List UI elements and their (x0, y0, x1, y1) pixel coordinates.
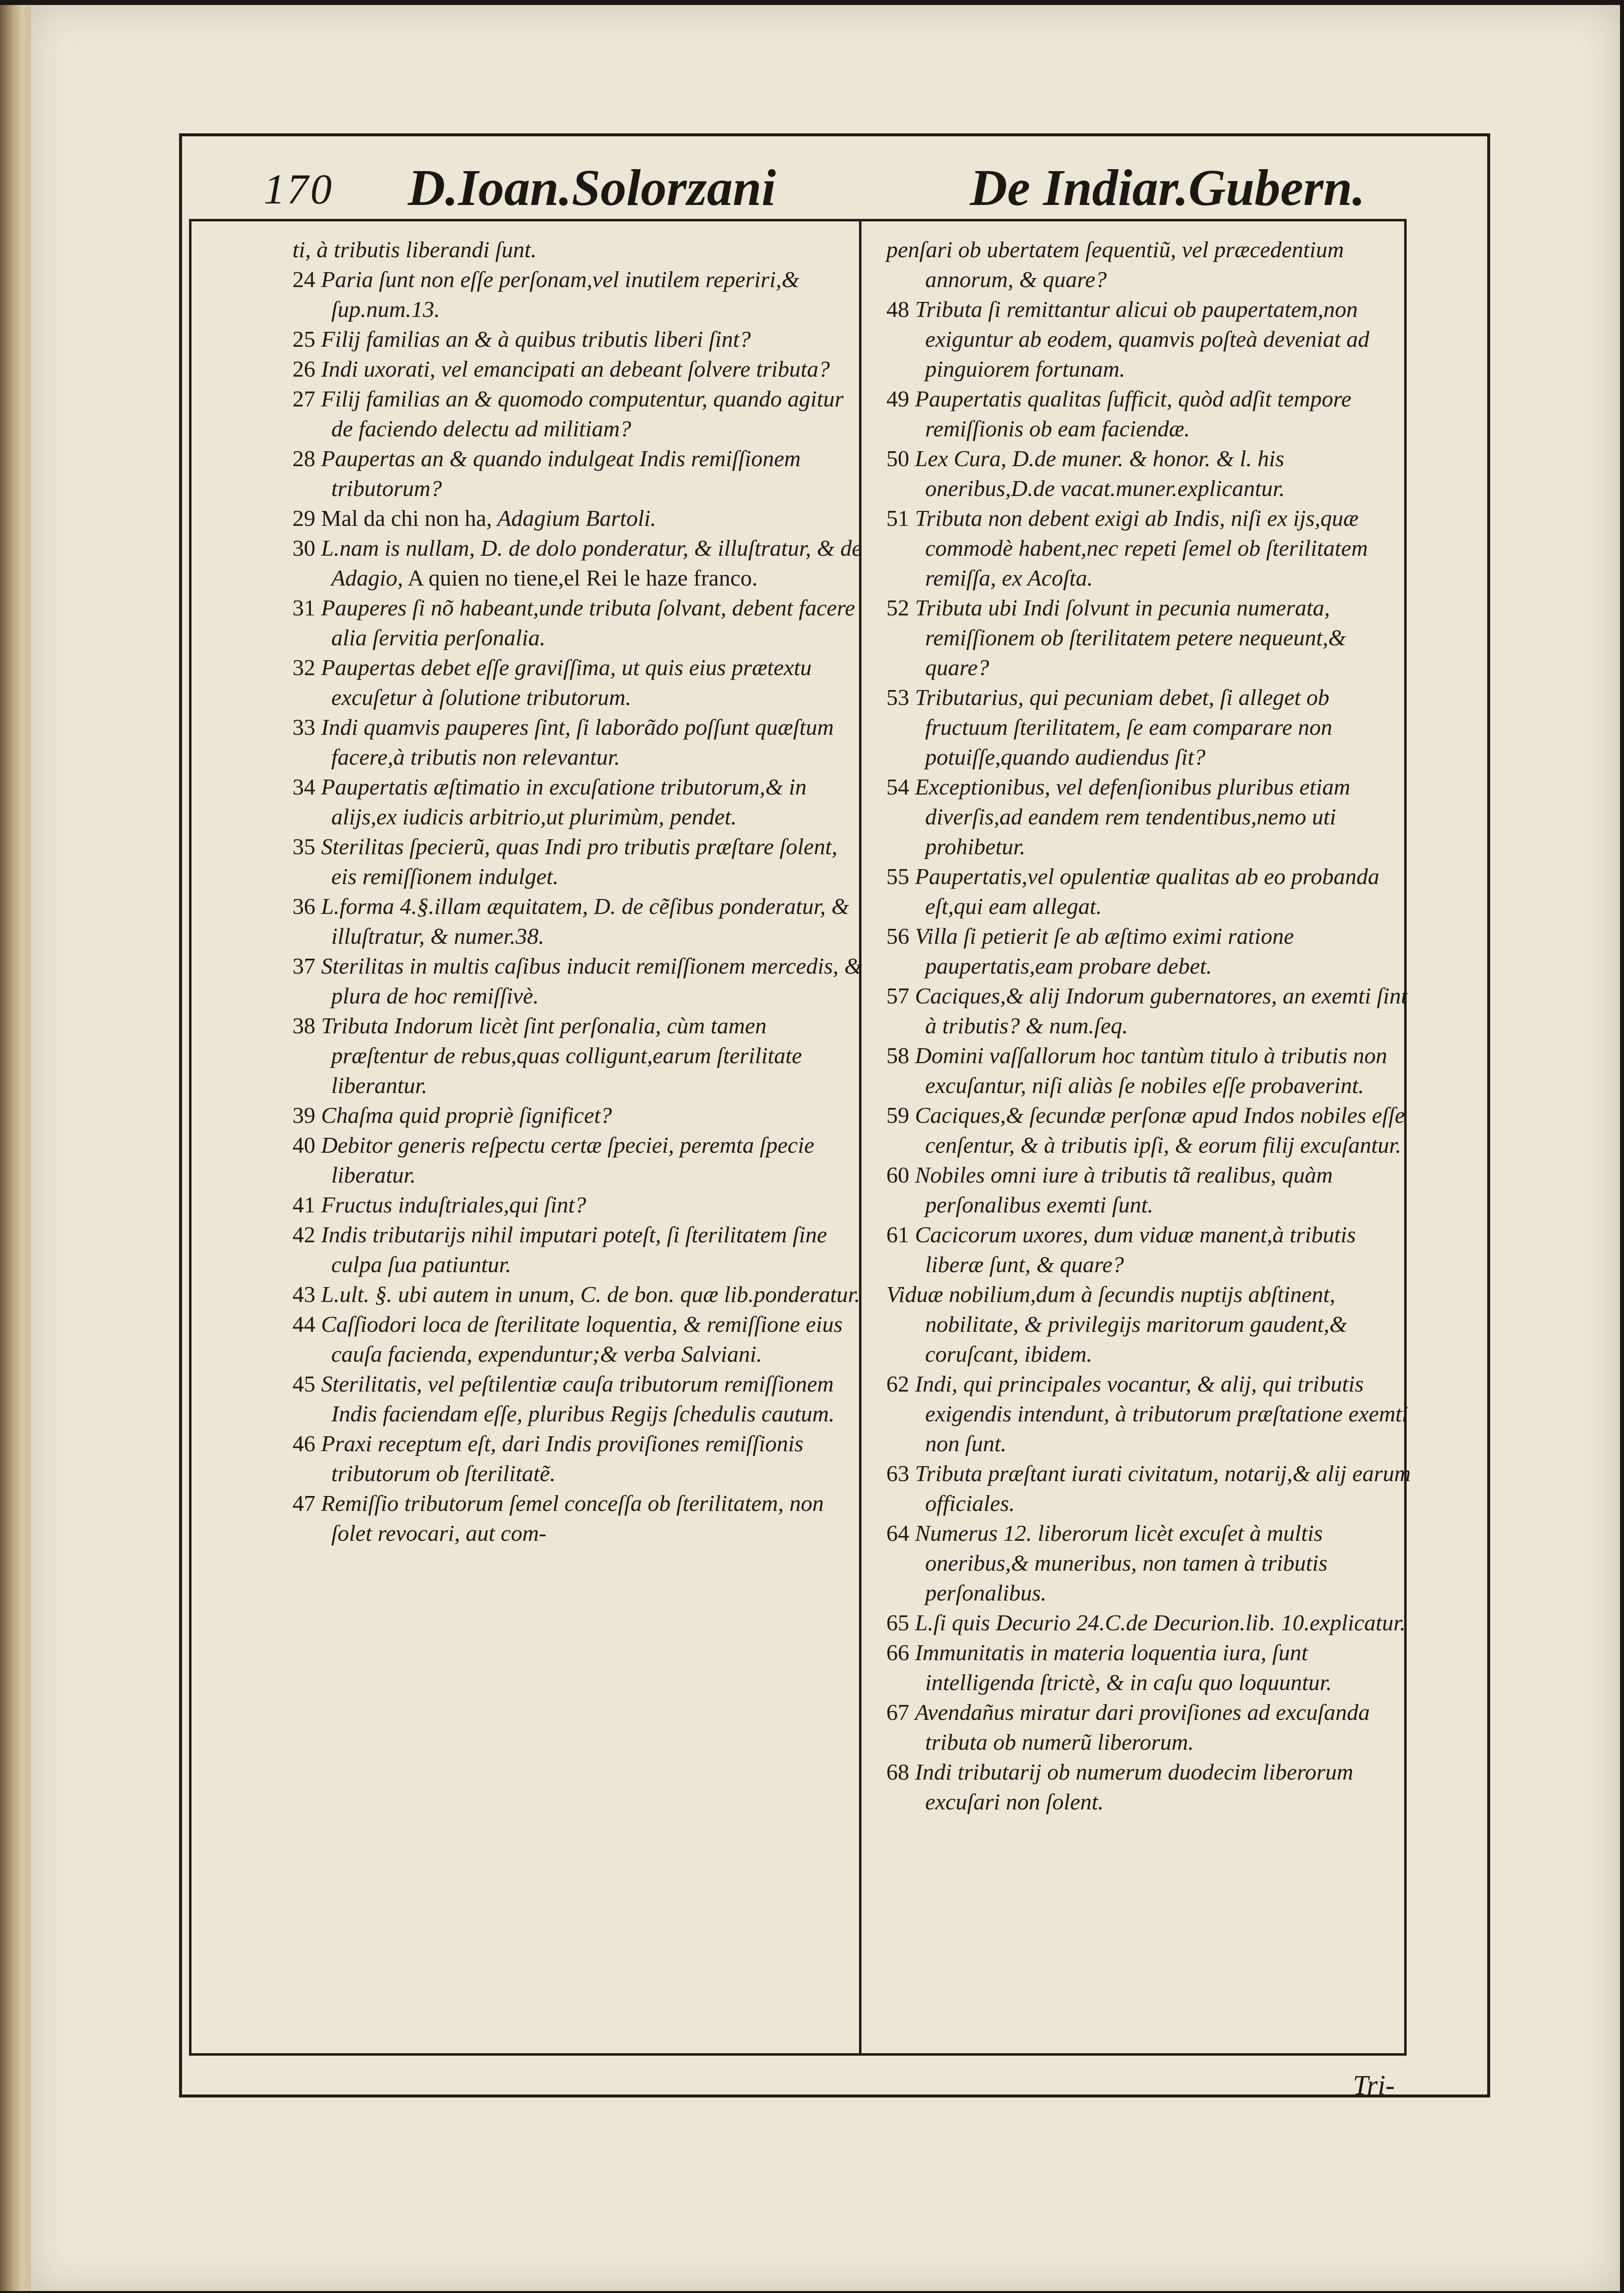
entry-number: 49 (886, 386, 915, 411)
page-number: 170 (264, 165, 334, 213)
entry-text: Sterilitas ſpecierũ, quas Indi pro tributis præſtare ſolent, eis remiſſionem indulget. (321, 834, 838, 889)
entry-text: Paria ſunt non eſſe perſonam,vel inutilem reperiri,& ſup.num.13. (321, 267, 800, 322)
index-entry (886, 981, 1414, 1041)
index-entry (292, 772, 864, 832)
entry-text: L.nam is nullam, D. de dolo ponderatur, & illuſtratur, & de Adagio, (321, 535, 862, 591)
entry-number: 44 (292, 1311, 321, 1337)
entry-text: Numerus 12. liberorum licèt excuſet à multis oneribus,& muneribus, non tamen à tributis perſonalibus. (915, 1520, 1328, 1605)
entry-text: Tributa Indorum licèt ſint perſonalia, cùm tamen præſtentur de rebus,quas colligunt,earum ſterilitate liberantur. (321, 1013, 802, 1098)
entry-number: 43 (292, 1282, 321, 1307)
index-entry (886, 295, 1414, 384)
index-entry (886, 235, 1414, 295)
index-entry (292, 354, 864, 384)
entry-number: 38 (292, 1013, 321, 1038)
entry-number: 68 (886, 1759, 915, 1785)
index-entry (292, 1309, 864, 1369)
index-entry (292, 1190, 864, 1220)
entry-text: Filij familias an & quomodo computentur, quando agitur de faciendo delectu ad militiam? (321, 386, 844, 441)
index-entry (292, 951, 864, 1011)
entry-number: 34 (292, 774, 321, 799)
entry-text: Mal da chi non ha, (321, 505, 492, 531)
entry-text: Paupertatis æſtimatio in excuſatione tributorum,& in alijs,ex iudicis arbitrio,ut plurimùm, pendet. (321, 774, 807, 829)
entry-number: 37 (292, 953, 321, 979)
index-entry (292, 444, 864, 503)
entry-number: 36 (292, 894, 321, 919)
index-entry (886, 1459, 1414, 1518)
entry-text: Tributarius, qui pecuniam debet, ſi alleget ob fructuum ſterilitatem, ſe eam comparare non potuiſſe,quando audiendus ſit? (915, 685, 1333, 770)
entry-number: 26 (292, 356, 321, 382)
index-entry (886, 921, 1414, 981)
index-entry (886, 1697, 1414, 1757)
entry-text: Tributa ubi Indi ſolvunt in pecunia numerata, remiſſionem ob ſterilitatem petere nequeunt,& quare? (915, 595, 1346, 680)
index-entry (886, 384, 1414, 444)
index-entry (886, 1608, 1414, 1638)
entry-text: Caciques,& ſecundæ perſonæ apud Indos nobiles eſſe cenſentur, & à tributis ipſi, & eorum filij excuſantur. (915, 1102, 1405, 1158)
entry-number: 31 (292, 595, 321, 620)
index-entry (292, 265, 864, 324)
index-entry (886, 1280, 1414, 1369)
index-entry (292, 1489, 864, 1548)
entry-text: Praxi receptum eſt, dari Indis proviſiones remiſſionis tributorum ob ſterilitatẽ. (321, 1431, 804, 1486)
index-entry (292, 1220, 864, 1280)
entry-number: 51 (886, 505, 915, 531)
entry-number: 29 (292, 505, 321, 531)
index-entry (292, 1429, 864, 1489)
entry-number: 52 (886, 595, 915, 620)
index-entry (886, 593, 1414, 683)
entry-number: 33 (292, 714, 321, 740)
entry-text: ti, à tributis liberandi ſunt. (292, 237, 537, 262)
work-title: De Indiar.Gubern. (970, 159, 1365, 216)
entry-number: 60 (886, 1162, 915, 1188)
index-entry (886, 683, 1414, 772)
entry-text: Fructus induſtriales,qui ſint? (321, 1192, 586, 1217)
entry-number: 30 (292, 535, 321, 561)
entry-text: Indi quamvis pauperes ſint, ſi laborãdo poſſunt quæſtum facere,à tributis non relevantur. (321, 714, 834, 770)
entry-number: 67 (886, 1699, 915, 1725)
entry-text: Tributa non debent exigi ab Indis, niſi ex ijs,quæ commodè habent,nec repeti ſemel ob ſterilitatem remiſſa, ex Acoſta. (915, 505, 1368, 591)
index-entry (292, 593, 864, 653)
entry-number: 62 (886, 1371, 915, 1396)
index-entry (886, 503, 1414, 593)
author-name: D.Ioan.Solorzani (408, 159, 776, 216)
entry-number: 27 (292, 386, 321, 411)
index-entry (292, 324, 864, 354)
entry-text: Tributa ſi remittantur alicui ob paupertatem,non exiguntur ab eodem, quamvis poſteà deveniat ad pinguiorem fortunam. (915, 297, 1369, 382)
index-entry (292, 384, 864, 444)
index-entry (292, 1369, 864, 1429)
entry-number: 54 (886, 774, 915, 799)
index-entry (292, 1280, 864, 1309)
entry-number: 42 (292, 1222, 321, 1247)
entry-number: 64 (886, 1520, 915, 1546)
entry-text: Exceptionibus, vel defenſionibus pluribus etiam diverſis,ad eandem rem tendentibus,nemo uti prohibetur. (915, 774, 1350, 859)
entry-text: Filij familias an & à quibus tributis liberi ſint? (321, 326, 751, 352)
catchword: Tri- (1353, 2070, 1395, 2101)
entry-number: 66 (886, 1640, 915, 1665)
entry-text: L.ult. §. ubi autem in unum, C. de bon. quæ lib.ponderatur. (321, 1282, 860, 1307)
entry-number: 63 (886, 1461, 915, 1486)
entry-number: 46 (292, 1431, 321, 1456)
index-entry (292, 712, 864, 772)
entry-text: Indi, qui principales vocantur, & alij, qui tributis exigendis intendunt, à tributorum præſtatione exemti non ſunt. (915, 1371, 1408, 1456)
index-entry (886, 1041, 1414, 1100)
index-entry (292, 832, 864, 892)
entry-text: Paupertatis,vel opulentiæ qualitas ab eo probanda eſt,qui eam allegat. (915, 864, 1380, 919)
entry-text: L.forma 4.§.illam æquitatem, D. de cẽſibus ponderatur, & illuſtratur, & numer.38. (321, 894, 850, 949)
index-entry (292, 533, 864, 593)
entry-number: 35 (292, 834, 321, 859)
entry-text: Remiſſio tributorum ſemel conceſſa ob ſterilitatem, non ſolet revocari, aut com- (321, 1491, 824, 1546)
running-header (189, 149, 1407, 219)
entry-number: 56 (886, 923, 915, 949)
entry-text: Villa ſi petierit ſe ab æſtimo eximi ratione paupertatis,eam probare debet. (915, 923, 1294, 979)
entry-number: 53 (886, 685, 915, 710)
index-entry (292, 653, 864, 712)
entry-extra: A quien no tiene,el Rei le haze franco. (403, 565, 758, 591)
entry-text: Sterilitatis, vel peſtilentiæ cauſa tributorum remiſſionem Indis faciendam eſſe, pluribus Regijs ſchedulis cautum. (321, 1371, 835, 1426)
index-entry (886, 1638, 1414, 1697)
entry-text: Nobiles omni iure à tributis tã realibus, quàm perſonalibus exemti ſunt. (915, 1162, 1333, 1217)
entry-number: 47 (292, 1491, 321, 1516)
entry-text: Immunitatis in materia loquentia iura, ſunt intelligenda ſtrictè, & in caſu quo loquuntur. (915, 1640, 1332, 1695)
entry-number: 57 (886, 983, 915, 1008)
index-entry (886, 1100, 1414, 1160)
index-entry (886, 1220, 1414, 1280)
entry-text: Cacicorum uxores, dum viduæ manent,à tributis liberæ ſunt, & quare? (915, 1222, 1356, 1277)
index-entry (886, 1518, 1414, 1608)
entry-number: 61 (886, 1222, 915, 1247)
index-entry (292, 235, 864, 265)
index-entry (886, 1160, 1414, 1220)
index-entry (292, 503, 864, 533)
entry-number: 65 (886, 1610, 915, 1635)
entry-number: 39 (292, 1102, 321, 1128)
book-gutter (0, 5, 31, 2291)
entry-extra: Adagium Bartoli. (492, 505, 657, 531)
entry-text: Avendañus miratur dari proviſiones ad excuſanda tributa ob numerũ liberorum. (915, 1699, 1370, 1755)
entry-text: Caciques,& alij Indorum gubernatores, an exemti ſint à tributis? & num.ſeq. (915, 983, 1408, 1038)
index-entry (292, 892, 864, 951)
index-entry (292, 1130, 864, 1190)
entry-number: 50 (886, 446, 915, 471)
entry-text: Domini vaſſallorum hoc tantùm titulo à tributis non excuſantur, niſi aliàs ſe nobiles eſſe probaverint. (915, 1043, 1387, 1098)
index-entry (886, 772, 1414, 862)
entry-text: penſari ob ubertatem ſequentiũ, vel præcedentium annorum, & quare? (886, 237, 1344, 292)
entry-text: Caſſiodori loca de ſterilitate loquentia, & remiſſione eius cauſa facienda, expenduntur;& verba Salviani. (321, 1311, 843, 1367)
entry-text: Paupertas debet eſſe graviſſima, ut quis eius prætextu excuſetur à ſolutione tributorum. (321, 655, 812, 710)
entry-text: Lex Cura, D.de muner. & honor. & l. his oneribus,D.de vacat.muner.explicantur. (915, 446, 1285, 501)
entry-number: 24 (292, 267, 321, 292)
entry-text: Paupertas an & quando indulgeat Indis remiſſionem tributorum? (321, 446, 801, 501)
entry-number: 45 (292, 1371, 321, 1396)
entry-number: 41 (292, 1192, 321, 1217)
entry-number: 25 (292, 326, 321, 352)
entry-number: 48 (886, 297, 915, 322)
entry-text: Indis tributarijs nihil imputari poteſt, ſi ſterilitatem ſine culpa ſua patiuntur. (321, 1222, 827, 1277)
entry-number: 55 (886, 864, 915, 889)
entry-text: Indi tributarij ob numerum duodecim liberorum excuſari non ſolent. (915, 1759, 1353, 1814)
entry-text: Debitor generis reſpectu certæ ſpeciei, peremta ſpecie liberatur. (321, 1132, 815, 1188)
index-entry (886, 1757, 1414, 1817)
entry-number: 59 (886, 1102, 915, 1128)
entry-number: 32 (292, 655, 321, 680)
entry-number: 28 (292, 446, 321, 471)
entry-text: Tributa præſtant iurati civitatum, notarij,& alij earum officiales. (915, 1461, 1411, 1516)
entry-text: Viduæ nobilium,dum à ſecundis nuptijs abſtinent, nobilitate, & privilegijs maritorum gaudent,& coruſcant, ibidem. (886, 1282, 1347, 1367)
index-entry (292, 1011, 864, 1100)
entry-text: Sterilitas in multis caſibus inducit remiſſionem mercedis, & plura de hoc remiſſivè. (321, 953, 862, 1008)
right-column (886, 235, 1414, 1817)
entry-text: L.ſi quis Decurio 24.C.de Decurion.lib. 10.explicatur. (915, 1610, 1406, 1635)
entry-number: 40 (292, 1132, 321, 1158)
entry-text: Pauperes ſi nõ habeant,unde tributa ſolvant, debent facere alia ſervitia perſonalia. (321, 595, 856, 650)
entry-text: Chaſma quid propriè ſignificet? (321, 1102, 612, 1128)
entry-number: 58 (886, 1043, 915, 1068)
left-column (292, 235, 864, 1548)
index-entry (886, 1369, 1414, 1459)
index-entry (886, 862, 1414, 921)
index-entry (886, 444, 1414, 503)
entry-text: Paupertatis qualitas ſufficit, quòd adſit tempore remiſſionis ob eam faciendæ. (915, 386, 1351, 441)
index-entry (292, 1100, 864, 1130)
entry-text: Indi uxorati, vel emancipati an debeant ſolvere tributa? (321, 356, 830, 382)
